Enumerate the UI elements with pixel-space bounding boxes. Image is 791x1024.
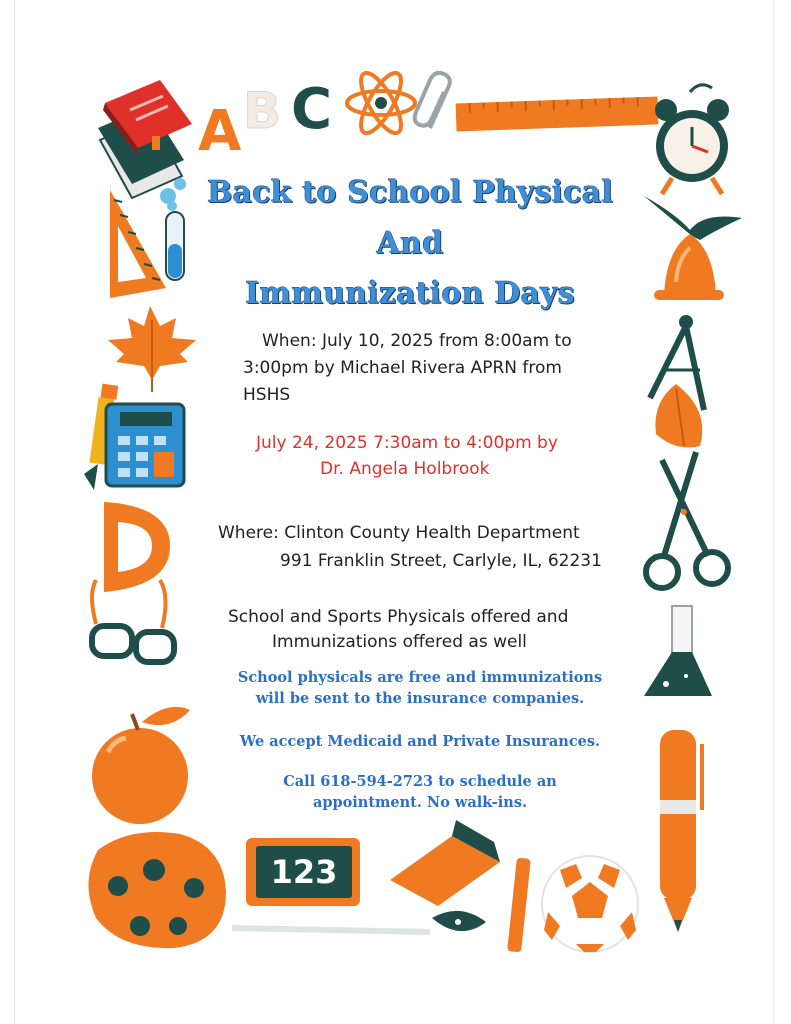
atom-icon <box>347 68 415 139</box>
protractor-icon <box>104 502 170 592</box>
second-date-line-1: July 24, 2025 7:30am to 4:00pm by <box>256 433 558 453</box>
ruler-icon <box>456 96 659 131</box>
pen-icon <box>660 730 702 932</box>
apple-icon <box>92 707 190 824</box>
insurance-note: We accept Medicaid and Private Insurances. <box>239 733 601 750</box>
scissors-icon <box>646 452 728 588</box>
letter-b: B <box>243 82 282 140</box>
maple-leaf-icon <box>108 306 196 392</box>
letter-blocks-icon <box>198 77 332 164</box>
calculator-icon <box>106 404 184 486</box>
chalkboard-number: 123 <box>270 853 338 891</box>
letter-a: A <box>198 99 242 164</box>
free-note-line-2: will be sent to the insurance companies. <box>255 690 585 707</box>
offered-line-1: School and Sports Physicals offered and <box>228 607 569 627</box>
call-note-line-1: Call 618-594-2723 to schedule an <box>283 773 557 790</box>
flyer-title-line-2: And <box>376 226 444 261</box>
paperclip-icon <box>415 73 450 128</box>
flask-icon <box>644 606 712 696</box>
flyer-title-line-3: Immunization Days <box>245 276 575 311</box>
where-line-2: 991 Franklin Street, Carlyle, IL, 62231 <box>280 551 602 571</box>
flyer-title-line-1: Back to School Physical <box>207 175 613 210</box>
chalk-icon <box>507 858 531 953</box>
where-line-1: Where: Clinton County Health Department <box>218 523 580 543</box>
soccer-ball-icon <box>542 856 638 952</box>
call-note-line-2: appointment. No walk-ins. <box>312 794 528 811</box>
when-line-3: HSHS <box>243 385 291 405</box>
glasses-icon <box>92 580 174 662</box>
palette-icon <box>88 832 226 948</box>
free-note-line-1: School physicals are free and immunizations <box>237 669 603 686</box>
offered-line-2: Immunizations offered as well <box>272 632 527 652</box>
leaf-icon <box>655 384 702 448</box>
when-line-2: 3:00pm by Michael Rivera APRN from <box>243 358 562 378</box>
eraser-icon <box>390 820 500 931</box>
letter-c: C <box>291 77 333 142</box>
when-line-1: When: July 10, 2025 from 8:00am to <box>262 331 572 351</box>
second-date-line-2: Dr. Angela Holbrook <box>320 459 490 479</box>
